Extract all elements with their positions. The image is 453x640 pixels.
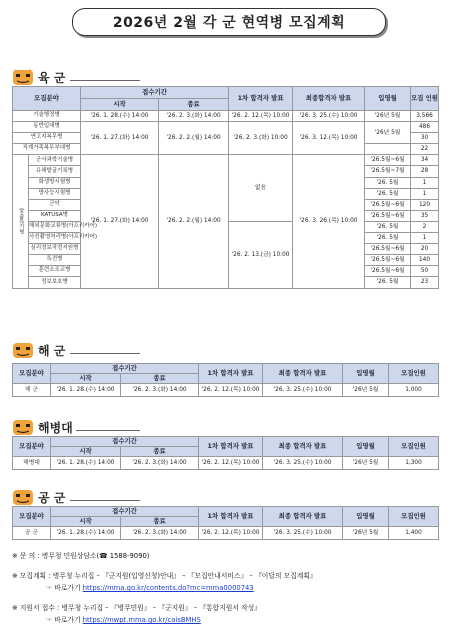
note-plan: ※ 모집계획 : 병무청 누리집 – 『군지원(입영신청)안내』 – 『모집안내서비스』 – 『이달의 모집계획』 bbox=[12, 572, 317, 580]
group-label: 맞춤특기병 bbox=[13, 155, 29, 288]
airforce-divider bbox=[70, 500, 140, 501]
navy-divider bbox=[70, 353, 140, 354]
page-title: 2026년 2월 각 군 현역병 모집계획 bbox=[72, 8, 386, 36]
table-row: 특전병 '26.5월~6월 140 bbox=[13, 255, 439, 266]
table-row: 사진촬영처리병(아프리카어) '26. 5월 1 bbox=[13, 233, 439, 244]
table-row: 화생방시험병 '26. 5월 1 bbox=[13, 177, 439, 188]
plan-link[interactable]: https://mma.go.kr/contents.do?mc=mma0000743 bbox=[82, 584, 254, 592]
header-field: 모집분야 bbox=[13, 87, 81, 111]
navy-section-header bbox=[12, 341, 65, 359]
header-enlist: 입영월 bbox=[365, 87, 411, 111]
table-row: 공 군 '26. 1. 28.(수) 14:00 '26. 2. 3.(화) 14:00 '26. 2. 12.(목) 10:00 '26. 3. 25.(수) 10:00 '26년 5월 1,400 bbox=[13, 527, 439, 540]
header-period: 접수기간 bbox=[81, 87, 229, 99]
table-row: 정보보호병 '26. 5월 23 bbox=[13, 277, 439, 288]
airforce-table: 모집분야 접수기간 1차 합격자 발표 최종 합격자 발표 입영월 모집인원 시작 종료 공 군 '26. 1. 28.(수) 14:00 '26. 2. 3.(화) 14:00 '26. 2. 12.(목) 10:00 '26. 3. 25.(수) 10:00 '26년 5월 1,400 bbox=[12, 506, 439, 540]
header-end: 종료 bbox=[159, 99, 229, 111]
tiger-mascot-icon bbox=[12, 68, 34, 86]
table-row: 군악 '26.5월~6월 120 bbox=[13, 199, 439, 210]
navy-table: 모집분야 접수기간 1차 합격자 발표 최종 합격자 발표 입영월 모집인원 시작 종료 해 군 '26. 1. 28.(수) 14:00 '26. 2. 3.(화) 14:00 '26. 2. 12.(목) 10:00 '26. 3. 25.(수) 10:00 '26년 5월 1,000 bbox=[12, 363, 439, 397]
table-row: 심리정보작전지원병 '26.5월~6월 20 bbox=[13, 244, 439, 255]
header-first: 1차 합격자 발표 bbox=[229, 87, 293, 111]
header-start: 시작 bbox=[81, 99, 159, 111]
airforce-label: 공 군 bbox=[38, 490, 66, 505]
table-row: 해외문화교류병(아프리카어) '26. 2. 13.(금) 10:00 '26. 5월 2 bbox=[13, 221, 439, 232]
army-section-header bbox=[12, 68, 65, 86]
apply-go-label: ☞ 바로가기 bbox=[46, 616, 81, 624]
table-row: KATUSA병 '26.5월~6월 35 bbox=[13, 210, 439, 221]
tiger-mascot-icon bbox=[12, 418, 34, 436]
table-row: 연고지복무병 30 bbox=[13, 133, 439, 144]
header-final: 최종합격자 발표 bbox=[293, 87, 365, 111]
table-row: 방사능시험병 '26. 5월 1 bbox=[13, 188, 439, 199]
army-divider bbox=[70, 80, 140, 81]
table-row: 동반입대병 '26. 1. 27.(화) 14:00 '26. 2. 2.(월) 14:00 '26. 2. 3.(화) 10:00 '26. 3. 12.(목) 10:00 '26년 5월 486 bbox=[13, 122, 439, 133]
table-row: 기술행정병 '26. 1. 28.(수) 14:00 '26. 2. 3.(화) 14:00 '26. 2. 12.(목) 10:00 '26. 3. 25.(수) 10:00 '26년 5월 3,566 bbox=[13, 111, 439, 122]
table-row: 유해발굴기록병 '26.5월~7월 28 bbox=[13, 166, 439, 177]
army-label: 육 군 bbox=[38, 70, 66, 85]
table-row: 훈련소조교병 '26.5월~6월 50 bbox=[13, 266, 439, 277]
plan-go-label: ☞ 바로가기 bbox=[46, 584, 81, 592]
marine-label: 해병대 bbox=[38, 420, 73, 435]
note-apply: ※ 지원서 접수 : 병무청 누리집 – 『병무민원』 – 『군지원』 – 『통합지원서 작성』 bbox=[12, 604, 262, 612]
navy-label: 해 군 bbox=[38, 343, 66, 358]
note-contact: ※ 문 의 : 병무청 민원상담소(☎ 1588-9090) bbox=[12, 552, 150, 560]
table-row: 해 군 '26. 1. 28.(수) 14:00 '26. 2. 3.(화) 14:00 '26. 2. 12.(목) 10:00 '26. 3. 25.(수) 10:00 '26년 5월 1,000 bbox=[13, 384, 439, 397]
apply-link[interactable]: https://mwpt.mma.go.kr/caisBMHS bbox=[82, 616, 201, 624]
header-count: 모집 인원 bbox=[411, 87, 439, 111]
table-row: 맞춤특기병 군사과학기술병 '26. 1. 27.(화) 14:00 '26. 2. 2.(월) 14:00 없음 '26. 3. 26.(목) 10:00 '26.5월~6월 34 bbox=[13, 155, 439, 166]
table-row: 직계가족복무부대병 22 bbox=[13, 144, 439, 155]
army-table bbox=[12, 86, 439, 289]
table-row: 해병대 '26. 1. 28.(수) 14:00 '26. 2. 3.(화) 14:00 '26. 2. 12.(목) 10:00 '26. 3. 25.(수) 10:00 '26년 5월 1,300 bbox=[13, 457, 439, 470]
marine-divider bbox=[76, 430, 140, 431]
airforce-section-header bbox=[12, 488, 65, 506]
tiger-mascot-icon bbox=[12, 488, 34, 506]
marine-table: 모집분야 접수기간 1차 합격자 발표 최종 합격자 발표 입영월 모집인원 시작 종료 해병대 '26. 1. 28.(수) 14:00 '26. 2. 3.(화) 14:00 '26. 2. 12.(목) 10:00 '26. 3. 25.(수) 10:00 '26년 5월 1,300 bbox=[12, 436, 439, 470]
marine-section-header bbox=[12, 418, 73, 436]
tiger-mascot-icon bbox=[12, 341, 34, 359]
